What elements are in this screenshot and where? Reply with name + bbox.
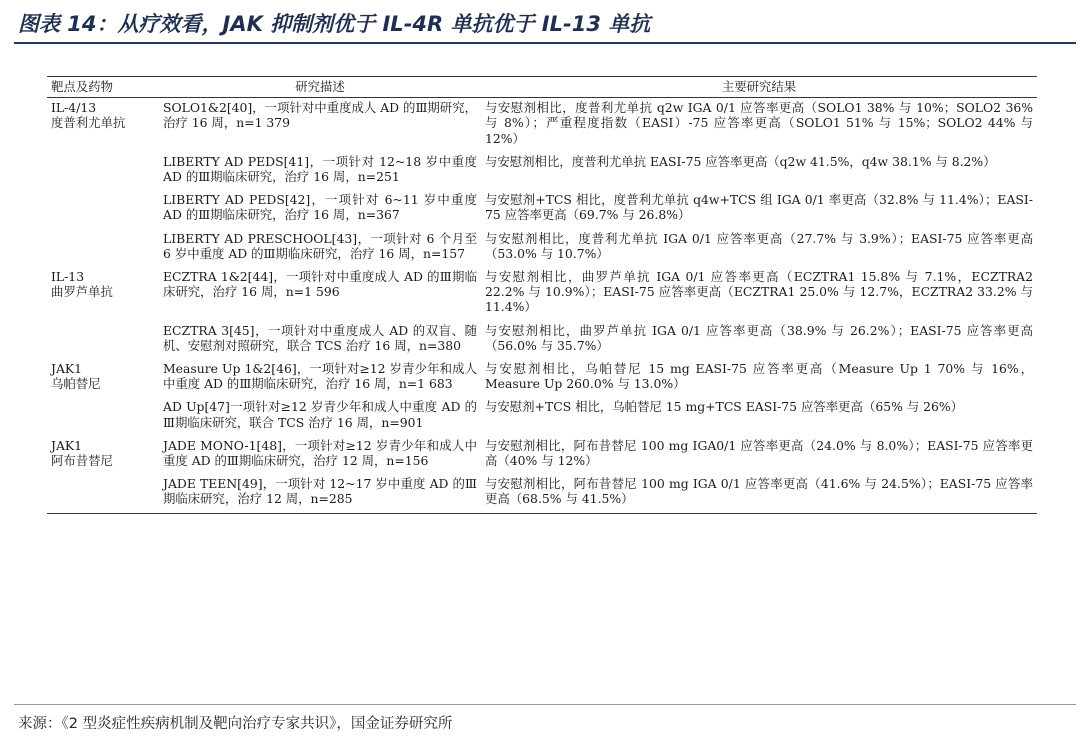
cell-description: JADE TEEN[49]，一项针对 12~17 岁中重度 AD 的Ⅲ期临床研究，治疗 12 周，n=285	[159, 474, 481, 513]
cell-result: 与安慰剂相比，度普利尤单抗 q2w IGA 0/1 应答率更高（SOLO1 38% 与 10%；SOLO2 36% 与 8%）；严重程度指数（EASI）-75 应答率更高（SOLO1 51% 与 15%；SOLO2 44% 与 12%）	[485, 100, 1033, 146]
cell-result: 与安慰剂相比，度普利尤单抗 EASI-75 应答率更高（q2w 41.5%，q4w 38.1% 与 8.2%）	[485, 153, 996, 169]
table-row	[47, 152, 1037, 190]
table-row	[47, 229, 1037, 267]
cell-description: Measure Up 1&2[46]，一项针对≥12 岁青少年和成人中重度 AD 的Ⅲ期临床研究，治疗 16 周，n=1 683	[163, 361, 477, 392]
cell-result: 与安慰剂相比，阿布昔替尼 100 mg IGA0/1 应答率更高（24.0% 与 8.0%）；EASI-75 应答率更高（40% 与 12%）	[485, 437, 1033, 469]
table-header-row	[47, 77, 1037, 98]
table-row	[47, 267, 1037, 321]
cell-target	[47, 229, 159, 267]
cell-target	[47, 321, 159, 359]
table-row	[47, 98, 1037, 152]
cell-description: ECZTRA 1&2[44]，一项针对中重度成人 AD 的Ⅲ期临床研究，治疗 16 周，n=1 596	[163, 269, 477, 300]
cell-result: 与安慰剂相比，乌帕替尼 15 mg EASI-75 应答率更高（Measure Up 1 70% 与 16%，Measure Up 260.0% 与 13.0%）	[485, 361, 1033, 392]
source-divider	[14, 704, 1076, 705]
header-description: 研究描述	[159, 77, 481, 98]
cell-target	[47, 474, 159, 513]
source-note: 来源：《2 型炎症性疾病机制及靶向治疗专家共识》，国金证券研究所	[18, 716, 453, 732]
cell-result: 与安慰剂相比，曲罗芦单抗 IGA 0/1 应答率更高（ECZTRA1 15.8% 与 7.1%，ECZTRA2 22.2% 与 10.9%）；EASI-75 应答率更高（ECZTRA1 25.0% 与 12.7%，ECZTRA2 33.2% 与 11.4%）	[485, 269, 1033, 315]
table-row	[47, 190, 1037, 228]
header-target: 靶点及药物	[47, 77, 159, 98]
cell-result: 与安慰剂相比，度普利尤单抗 IGA 0/1 应答率更高（27.7% 与 3.9%）；EASI-75 应答率更高（53.0% 与 10.7%）	[485, 230, 1033, 261]
figure-title: 图表 14：从疗效看，JAK 抑制剂优于 IL-4R 单抗优于 IL-13 单抗	[18, 12, 651, 36]
table-row	[47, 474, 1037, 513]
cell-target	[47, 190, 159, 228]
table-row	[47, 321, 1037, 359]
cell-description: AD Up[47]一项针对≥12 岁青少年和成人中重度 AD 的Ⅲ期临床研究，联合 TCS 治疗 16 周，n=901	[163, 399, 477, 430]
cell-result: 与安慰剂+TCS 相比，度普利尤单抗 q4w+TCS 组 IGA 0/1 率更高（32.8% 与 11.4%）；EASI-75 应答率更高（69.7% 与 26.8%）	[485, 192, 1033, 223]
cell-description: LIBERTY AD PEDS[42]，一项针对 6~11 岁中重度 AD 的Ⅲ期临床研究，治疗 16 周，n=367	[163, 192, 477, 223]
table-row	[47, 359, 1037, 397]
table-row	[47, 397, 1037, 435]
cell-target: JAK1 阿布昔替尼	[51, 437, 113, 469]
cell-target: JAK1 乌帕替尼	[51, 361, 101, 392]
cell-description: LIBERTY AD PEDS[41]，一项针对 12~18 岁中重度 AD 的Ⅲ期临床研究，治疗 16 周，n=251	[163, 153, 477, 185]
cell-target: IL-13 曲罗芦单抗	[51, 269, 113, 300]
cell-target: IL-4/13 度普利尤单抗	[51, 100, 126, 131]
cell-result: 与安慰剂相比，阿布昔替尼 100 mg IGA 0/1 应答率更高（41.6% 与 24.5%）；EASI-75 应答率更高（68.5% 与 41.5%）	[481, 474, 1037, 513]
results-table	[47, 76, 1037, 514]
cell-description: JADE MONO-1[48]，一项针对≥12 岁青少年和成人中重度 AD 的Ⅲ期临床研究，治疗 12 周，n=156	[163, 437, 477, 469]
cell-result: 与安慰剂相比，曲罗芦单抗 IGA 0/1 应答率更高（38.9% 与 26.2%）；EASI-75 应答率更高（56.0% 与 35.7%）	[485, 322, 1033, 353]
cell-target	[47, 397, 159, 435]
header-results: 主要研究结果	[481, 77, 1037, 98]
cell-description: LIBERTY AD PRESCHOOL[43]，一项针对 6 个月至 6 岁中重度 AD 的Ⅲ期临床研究，治疗 16 周，n=157	[163, 230, 477, 261]
table-row	[47, 436, 1037, 474]
cell-result: 与安慰剂+TCS 相比，乌帕替尼 15 mg+TCS EASI-75 应答率更高（65% 与 26%）	[485, 399, 964, 415]
cell-description: ECZTRA 3[45]，一项针对中重度成人 AD 的双盲、随机、安慰剂对照研究，联合 TCS 治疗 16 周，n=380	[163, 322, 477, 353]
cell-target	[47, 152, 159, 190]
cell-description: SOLO1&2[40]，一项针对中重度成人 AD 的Ⅲ期研究，治疗 16 周，n=1 379	[163, 100, 477, 131]
title-divider	[14, 42, 1076, 44]
